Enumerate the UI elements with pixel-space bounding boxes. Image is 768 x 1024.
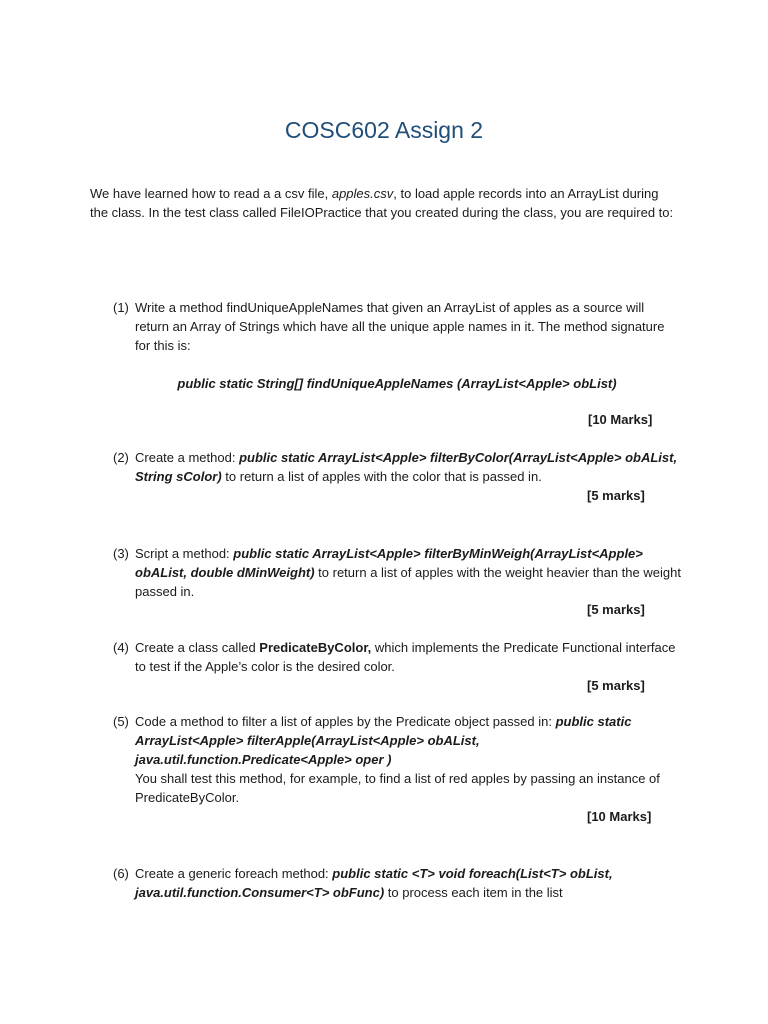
task-tail-text: which implements the Predicate Functional interface to test if the Apple’s color is the desired color.	[135, 640, 676, 674]
task-item-2	[113, 448, 681, 486]
task-item-6	[113, 864, 681, 902]
task-item-3	[113, 544, 681, 601]
class-name: PredicateByColor,	[259, 640, 372, 655]
task-3-marks: [5 marks]	[587, 602, 645, 617]
task-description: Write a method findUniqueAppleNames that given an ArrayList of apples as a source will return an Array of Strings which have all the unique apple names in it. The method signature for this is:	[135, 300, 665, 353]
task-item-4	[113, 638, 681, 676]
task-lead-text: Script a method:	[135, 546, 234, 561]
intro-text-end: , to load apple records into an ArrayList during the class. In the test class called FileIOPractice that you created during the class, you are required to:	[90, 186, 674, 220]
task-5-marks: [10 Marks]	[587, 809, 652, 824]
task-number: (3)	[113, 546, 129, 561]
method-signature: public static ArrayList<Apple> filterByMinWeigh(ArrayList<Apple> obAList, double dMinWeight)	[135, 546, 643, 580]
task-1-marks: [10 Marks]	[588, 412, 653, 427]
task-note-text: You shall test this method, for example, to find a list of red apples by passing an instance of PredicateByColor.	[135, 771, 660, 805]
task-number: (4)	[113, 640, 129, 655]
task-number: (1)	[113, 300, 129, 315]
task-lead-text: Create a method:	[135, 450, 240, 465]
task-2-marks: [5 marks]	[587, 488, 645, 503]
method-signature: public static ArrayList<Apple> filterByColor(ArrayList<Apple> obAList, String sColor)	[135, 450, 678, 484]
intro-filename: apples.csv	[331, 186, 394, 201]
method-signature: public static ArrayList<Apple> filterApple(ArrayList<Apple> obAList, java.util.function.Predicate<Apple> oper )	[135, 714, 632, 767]
task-tail-text: to process each item in the list	[384, 885, 563, 900]
method-signature: public static String[] findUniqueAppleNames (ArrayList<Apple> obList)	[177, 376, 617, 391]
task-lead-text: Code a method to filter a list of apples by the Predicate object passed in:	[135, 714, 556, 729]
task-number: (2)	[113, 450, 129, 465]
task-item-5	[113, 712, 681, 807]
task-lead-text: Create a generic foreach method:	[135, 866, 333, 881]
task-lead-text: Create a class called	[135, 640, 260, 655]
task-tail-text: to return a list of apples with the color that is passed in.	[221, 469, 542, 484]
method-signature: public static <T> void foreach(List<T> obList, java.util.function.Consumer<T> obFunc)	[135, 866, 613, 900]
task-4-marks: [5 marks]	[587, 678, 645, 693]
task-number: (6)	[113, 866, 129, 881]
task-item-1	[113, 298, 681, 393]
task-number: (5)	[113, 714, 129, 729]
intro-paragraph	[90, 184, 680, 222]
intro-text-start: We have learned how to read a a csv file,	[90, 186, 332, 201]
page-title: COSC602 Assign 2	[284, 117, 484, 143]
task-tail-text: to return a list of apples with the weight heavier than the weight passed in.	[135, 565, 681, 599]
